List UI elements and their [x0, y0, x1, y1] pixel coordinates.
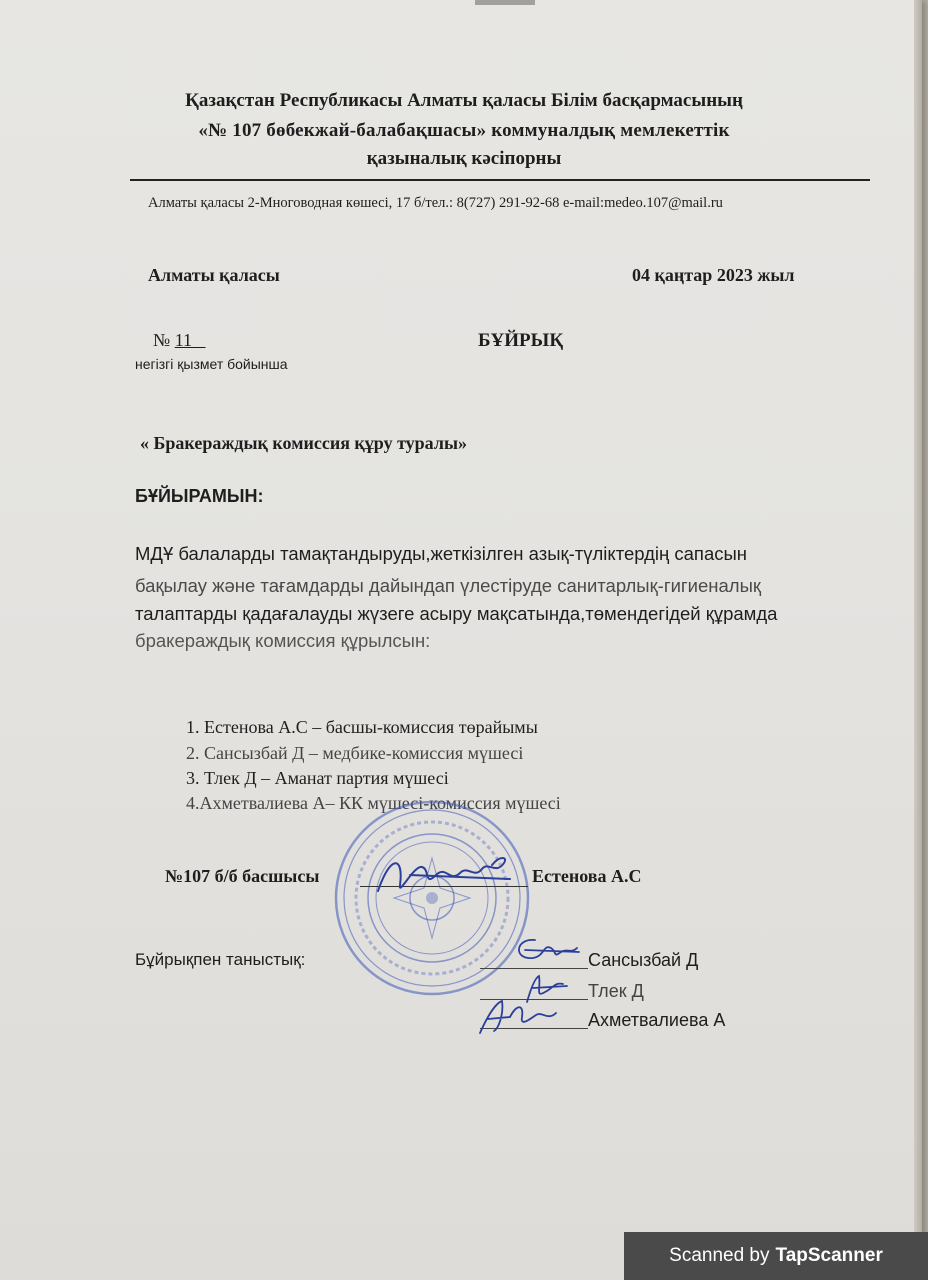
- head-name: Естенова А.С: [532, 866, 642, 886]
- order-number: [153, 330, 206, 351]
- ack-name: Сансызбай Д: [588, 950, 699, 970]
- head-signature-label: №107 б/б басшысы: [165, 866, 320, 886]
- decree-heading: БҰЙЫРАМЫН:: [135, 486, 264, 506]
- ack-signature-icon: [470, 995, 580, 1040]
- body-line: бракераждық комиссия құрылсын:: [135, 630, 431, 651]
- order-subject: « Бракераждық комиссия құру туралы»: [140, 433, 467, 453]
- org-header-line-2: «№ 107 бөбекжай-балабақшасы» коммуналдық мемлекеттік: [198, 120, 730, 141]
- ack-name: Ахметвалиева А: [588, 1010, 726, 1030]
- order-number-prefix: №: [153, 330, 171, 350]
- org-header-line-3: қазыналық кәсіпорны: [366, 148, 562, 169]
- document-type: БҰЙРЫҚ: [478, 330, 564, 351]
- watermark-brand: TapScanner: [775, 1245, 883, 1266]
- org-header-line-1: Қазақстан Республикасы Алматы қаласы Білім басқармасының: [185, 90, 743, 111]
- top-mark: [475, 0, 535, 5]
- order-basis: негізгі қызмет бойынша: [135, 356, 288, 372]
- scanner-watermark: [624, 1232, 928, 1280]
- city: Алматы қаласы: [148, 265, 280, 285]
- member-item: 3. Тлек Д – Аманат партия мүшесі: [186, 768, 449, 788]
- member-item: 1. Естенова А.С – басшы-комиссия төрайымы: [186, 717, 538, 737]
- ack-name: Тлек Д: [588, 981, 644, 1001]
- body-line: талаптарды қадағалауды жүзеге асыру мақсатында,төмендегідей құрамда: [135, 603, 778, 624]
- ack-signature-icon: [505, 930, 585, 970]
- paper-edge: [914, 0, 922, 1280]
- org-address: Алматы қаласы 2-Многоводная көшесі, 17 б/тел.: 8(727) 291-92-68 e-mail:medeo.107@mail.ru: [148, 195, 723, 211]
- body-line: МДҰ балаларды тамақтандыруды,жеткізілген азық-түліктердің сапасын: [135, 543, 747, 564]
- order-date: 04 қаңтар 2023 жыл: [632, 265, 795, 285]
- acknowledgement-label: Бұйрықпен таныстық:: [135, 950, 306, 969]
- member-item: 2. Сансызбай Д – медбике-комиссия мүшесі: [186, 743, 524, 763]
- body-line: бақылау және тағамдарды дайындап үлестіруде санитарлық-гигиеналық: [135, 575, 761, 596]
- head-signature-icon: [370, 845, 540, 905]
- header-rule: [130, 179, 870, 181]
- watermark-prefix: Scanned by: [669, 1245, 770, 1266]
- member-item: 4.Ахметвалиева А– КК мүшесі-комиссия мүшесі: [186, 793, 561, 813]
- order-number-value: 11: [174, 330, 193, 350]
